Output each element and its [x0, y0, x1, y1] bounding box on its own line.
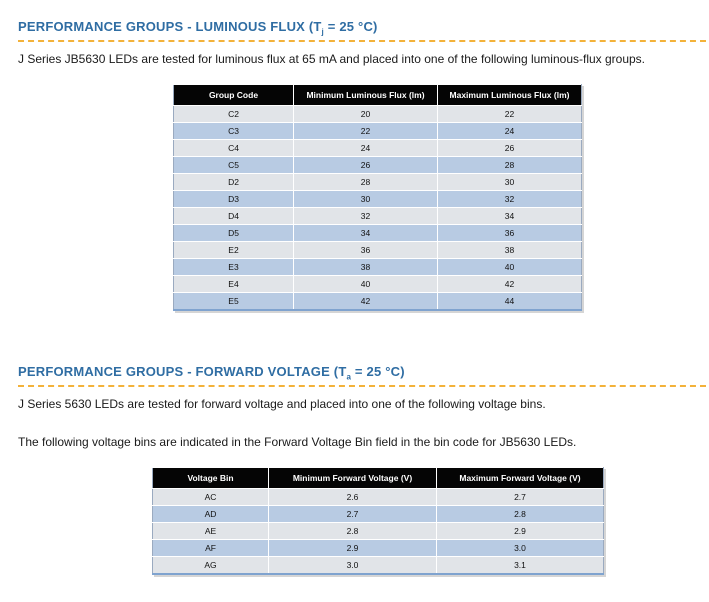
- forward-voltage-table-row: [153, 506, 604, 523]
- forward-voltage-table-header-cell: Maximum Forward Voltage (V): [437, 468, 604, 489]
- forward-voltage-table-row: [153, 489, 604, 506]
- luminous-flux-table-cell: 32: [294, 208, 438, 225]
- luminous-flux-heading: [18, 19, 378, 37]
- luminous-flux-table-cell: 28: [294, 174, 438, 191]
- forward-voltage-heading: [18, 364, 405, 382]
- voltage-bin-code-note: The following voltage bins are indicated in the Forward Voltage Bin field in the bin code for JB5630 LEDs.: [18, 435, 577, 449]
- luminous-flux-table-row: [174, 276, 582, 293]
- luminous-flux-heading-prefix: PERFORMANCE GROUPS - LUMINOUS FLUX (T: [18, 19, 322, 34]
- forward-voltage-table: [152, 467, 604, 575]
- forward-voltage-description: J Series 5630 LEDs are tested for forward voltage and placed into one of the following voltage bins.: [18, 397, 546, 411]
- luminous-flux-table-cell: 32: [438, 191, 582, 208]
- luminous-flux-table-cell: 22: [294, 123, 438, 140]
- forward-voltage-table-cell: 2.9: [437, 523, 604, 540]
- luminous-flux-table-cell: 42: [294, 293, 438, 311]
- luminous-flux-table-cell: E4: [174, 276, 294, 293]
- forward-voltage-table-cell: 2.7: [269, 506, 437, 523]
- luminous-flux-table-cell: 20: [294, 106, 438, 123]
- luminous-flux-table: [173, 84, 582, 311]
- luminous-flux-table-cell: 24: [438, 123, 582, 140]
- luminous-flux-table-cell: 38: [438, 242, 582, 259]
- luminous-flux-table-row: [174, 140, 582, 157]
- luminous-flux-table-cell: 42: [438, 276, 582, 293]
- forward-voltage-table-cell: 2.8: [269, 523, 437, 540]
- luminous-flux-table-cell: 30: [294, 191, 438, 208]
- luminous-flux-table-header-cell: Minimum Luminous Flux (lm): [294, 85, 438, 106]
- luminous-flux-table-cell: C2: [174, 106, 294, 123]
- luminous-flux-description: J Series JB5630 LEDs are tested for luminous flux at 65 mA and placed into one of the following luminous-flux groups.: [18, 52, 646, 66]
- luminous-flux-table-row: [174, 106, 582, 123]
- forward-voltage-table-cell: 3.1: [437, 557, 604, 575]
- luminous-flux-heading-subscript: j: [321, 27, 324, 37]
- luminous-flux-table-row: [174, 174, 582, 191]
- luminous-flux-table-header-cell: Group Code: [174, 85, 294, 106]
- forward-voltage-table-header-row: [153, 468, 604, 489]
- luminous-flux-table-cell: E3: [174, 259, 294, 276]
- forward-voltage-table-cell: 2.6: [269, 489, 437, 506]
- forward-voltage-table-cell: AD: [153, 506, 269, 523]
- luminous-flux-table-cell: C3: [174, 123, 294, 140]
- forward-voltage-table-header-cell: Voltage Bin: [153, 468, 269, 489]
- luminous-flux-table-row: [174, 123, 582, 140]
- luminous-flux-table-cell: D4: [174, 208, 294, 225]
- forward-voltage-table-cell: AE: [153, 523, 269, 540]
- luminous-flux-table-row: [174, 208, 582, 225]
- luminous-flux-table-cell: D2: [174, 174, 294, 191]
- luminous-flux-table-cell: D3: [174, 191, 294, 208]
- luminous-flux-table-row: [174, 259, 582, 276]
- luminous-flux-table-cell: C4: [174, 140, 294, 157]
- luminous-flux-table-header-cell: Maximum Luminous Flux (lm): [438, 85, 582, 106]
- forward-voltage-heading-prefix: PERFORMANCE GROUPS - FORWARD VOLTAGE (T: [18, 364, 347, 379]
- luminous-flux-table-cell: 30: [438, 174, 582, 191]
- forward-voltage-table-cell: 2.7: [437, 489, 604, 506]
- luminous-flux-table-cell: 24: [294, 140, 438, 157]
- forward-voltage-table-cell: 2.8: [437, 506, 604, 523]
- luminous-flux-table-row: [174, 225, 582, 242]
- luminous-flux-table-cell: 34: [294, 225, 438, 242]
- luminous-flux-heading-suffix: = 25 °C): [323, 19, 378, 34]
- luminous-flux-table-body: [174, 106, 582, 311]
- luminous-flux-table-header-row: [174, 85, 582, 106]
- forward-voltage-heading-subscript: a: [346, 372, 352, 382]
- luminous-flux-table-cell: 38: [294, 259, 438, 276]
- forward-voltage-table-row: [153, 523, 604, 540]
- luminous-flux-table-cell: 26: [294, 157, 438, 174]
- luminous-flux-table-cell: 34: [438, 208, 582, 225]
- forward-voltage-divider: [18, 385, 706, 387]
- luminous-flux-table-cell: 36: [294, 242, 438, 259]
- forward-voltage-table-row: [153, 557, 604, 575]
- luminous-flux-table-row: [174, 157, 582, 174]
- luminous-flux-divider: [18, 40, 706, 42]
- forward-voltage-heading-suffix: = 25 °C): [351, 364, 405, 379]
- forward-voltage-table-cell: AG: [153, 557, 269, 575]
- luminous-flux-table-cell: 28: [438, 157, 582, 174]
- forward-voltage-table-cell: AC: [153, 489, 269, 506]
- forward-voltage-table-row: [153, 540, 604, 557]
- forward-voltage-table-cell: 3.0: [269, 557, 437, 575]
- luminous-flux-table-cell: D5: [174, 225, 294, 242]
- luminous-flux-table-row: [174, 293, 582, 311]
- luminous-flux-table-cell: E5: [174, 293, 294, 311]
- luminous-flux-table-cell: 44: [438, 293, 582, 311]
- luminous-flux-table-cell: 26: [438, 140, 582, 157]
- luminous-flux-table-cell: C5: [174, 157, 294, 174]
- luminous-flux-table-cell: 36: [438, 225, 582, 242]
- forward-voltage-table-header-cell: Minimum Forward Voltage (V): [269, 468, 437, 489]
- forward-voltage-table-cell: 3.0: [437, 540, 604, 557]
- luminous-flux-table-row: [174, 242, 582, 259]
- forward-voltage-table-body: [153, 489, 604, 575]
- luminous-flux-table-cell: 40: [438, 259, 582, 276]
- luminous-flux-table-row: [174, 191, 582, 208]
- luminous-flux-table-cell: 40: [294, 276, 438, 293]
- luminous-flux-table-cell: 22: [438, 106, 582, 123]
- forward-voltage-table-cell: AF: [153, 540, 269, 557]
- forward-voltage-table-cell: 2.9: [269, 540, 437, 557]
- luminous-flux-table-cell: E2: [174, 242, 294, 259]
